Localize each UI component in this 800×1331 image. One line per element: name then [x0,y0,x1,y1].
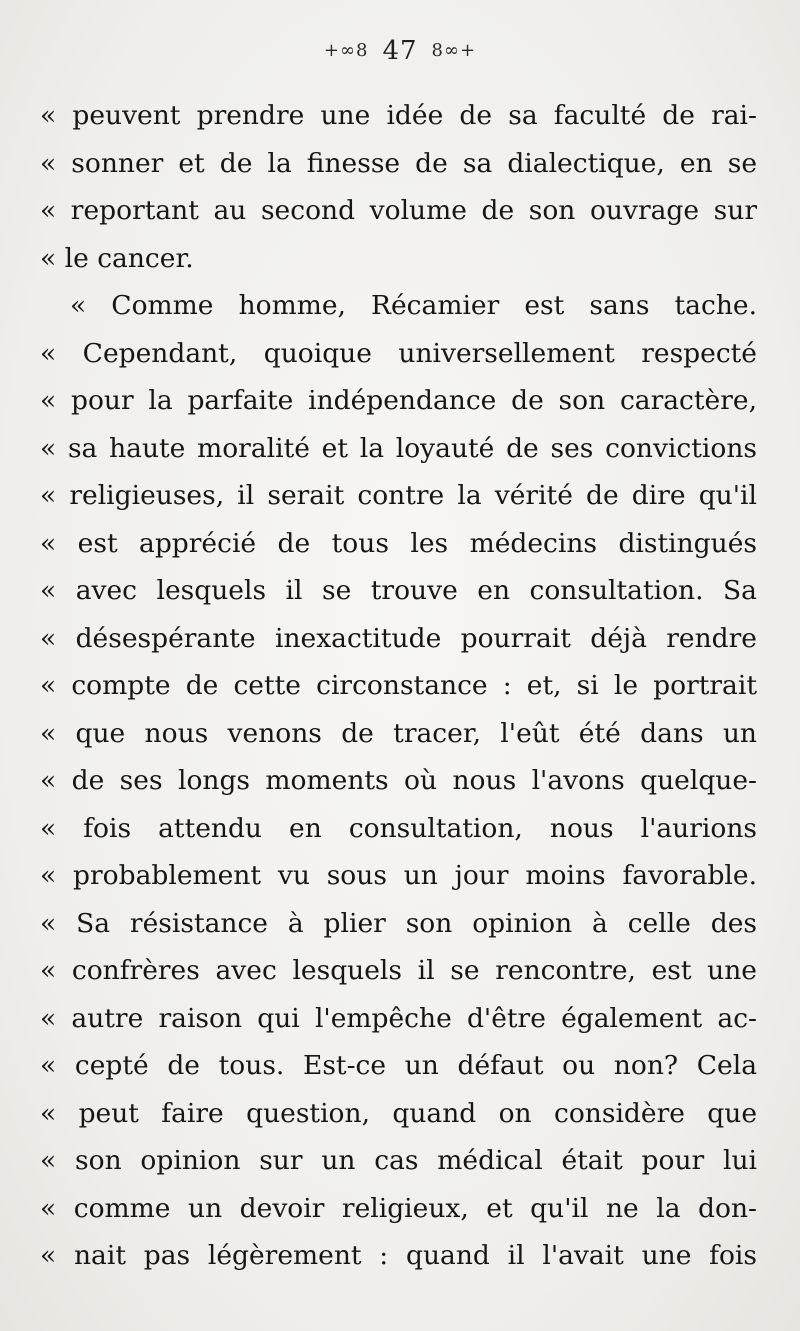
text-line: « peut faire question, quand on considère que [40,1097,757,1129]
text-line: « peuvent prendre une idée de sa faculté de rai- [40,100,757,131]
text-line: « reportant au second volume de son ouvrage sur [40,195,757,226]
text-line: « confrères avec lesquels il se rencontre, est une [40,955,757,986]
text-line: « fois attendu en consultation, nous l'aurions [40,812,757,844]
text-line: « de ses longs moments où nous l'avons quelque- [40,765,757,796]
header-ornament-right: 8∞+ [431,40,477,61]
page-number: 47 [382,36,418,66]
text-line: « nait pas légèrement : quand il l'avait une fois [40,1240,757,1271]
text-line: « sonner et de la finesse de sa dialectique, en se [40,147,757,179]
body-text [40,92,757,1280]
text-line: « avec lesquels il se trouve en consultation. Sa [40,575,757,606]
text-line: « Cependant, quoique universellement respecté [40,337,757,369]
text-line: « pour la parfaite indépendance de son caractère, [40,385,757,416]
text-line: « autre raison qui l'empêche d'être également ac- [40,1002,757,1034]
text-line: « religieuses, il serait contre la vérité de dire qu'il [40,480,757,511]
text-line: « compte de cette circonstance : et, si le portrait [40,670,757,701]
text-line: « Comme homme, Récamier est sans tache. [70,290,757,321]
text-line: « comme un devoir religieux, et qu'il ne la don- [40,1192,757,1224]
header-ornament-left: +∞8 [323,40,369,61]
text-line: « cepté de tous. Est-ce un défaut ou non? Cela [40,1050,757,1081]
page-header [0,36,800,66]
text-line: « est apprécié de tous les médecins distingués [40,527,757,559]
text-line: « Sa résistance à plier son opinion à celle des [40,907,757,939]
text-line: « son opinion sur un cas médical était pour lui [40,1145,757,1176]
text-line: « désespérante inexactitude pourrait déjà rendre [40,622,757,654]
text-line: « sa haute moralité et la loyauté de ses convictions [40,432,757,464]
text-line: « probablement vu sous un jour moins favorable. [40,860,757,891]
text-line: « que nous venons de tracer, l'eût été dans un [40,717,757,749]
text-line: « le cancer. [40,242,194,274]
